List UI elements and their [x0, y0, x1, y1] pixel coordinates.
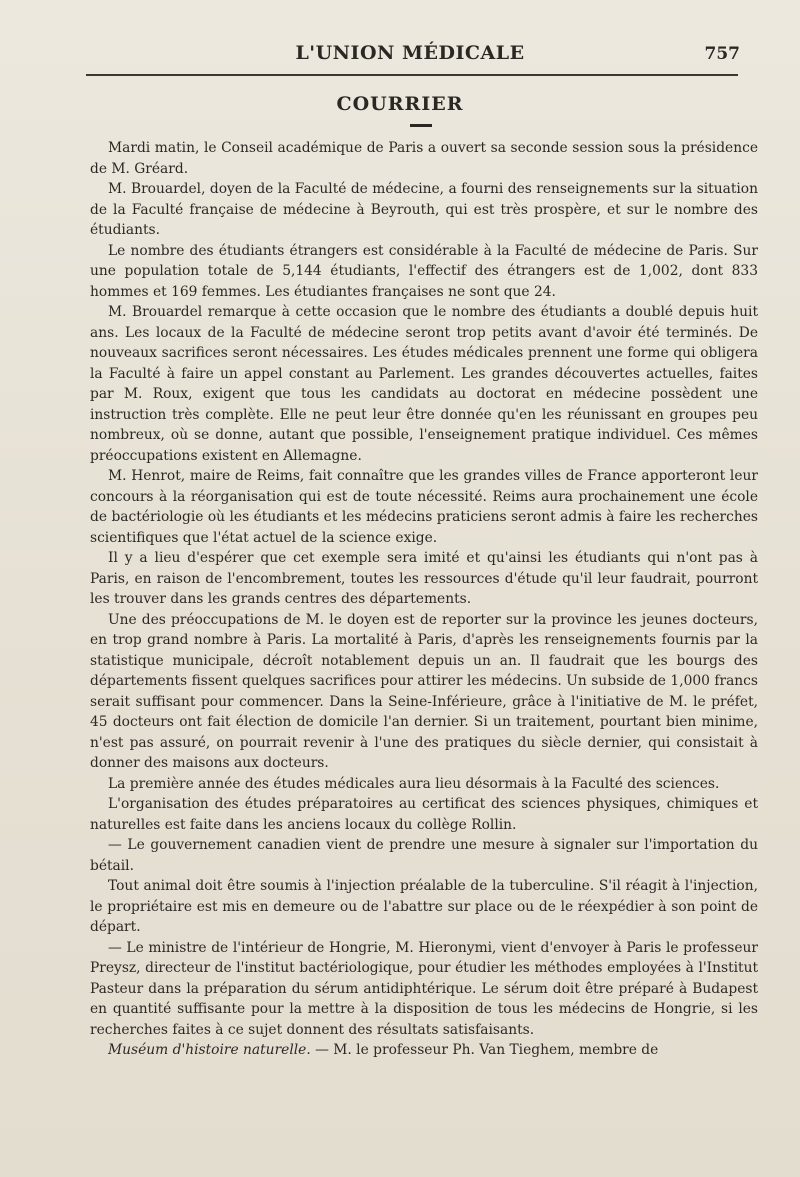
paragraph: Une des préoccupations de M. le doyen est de reporter sur la province les jeunes docteurs, en trop grand nombre à Paris. La mortalité à Paris, d'après les renseignements fournis par la statistique municipale, décroît notablement depuis un an. Il faudrait que les bourgs des départements fissent quelques sacrifices pour attirer les médecins. Un subside de 1,000 francs serait suffisant pour commencer. Dans la Seine-Inférieure, grâce à l'initiative de M. le préfet, 45 docteurs ont fait élection de domicile l'an dernier. Si un traitement, pourtant bien minime, n'est pas assuré, on pourrait revenir à l'une des pratiques du siècle dernier, qui consistait à donner des maisons aux docteurs. — [90, 611, 758, 771]
section-divider-mark — [410, 124, 432, 127]
paragraph: M. Brouardel remarque à cette occasion que le nombre des étudiants a doublé depuis huit ans. Les locaux de la Faculté de médecine seront trop petits avant d'avoir été terminés. De nouveaux sacrifices seront nécessaires. Les études médicales prennent une forme qui obligera la Faculté à faire un appel constant au Parlement. Les grandes découvertes actuelles, faites par M. Roux, exigent que tous les candidats au doctorat en médecine possèdent une instruction très complète. Elle ne peut leur être donnée qu'en les réunissant en groupes peu nombreux, où se donne, autant que possible, l'enseignement pratique individuel. Ces mêmes préoccupations existent en Allemagne. — [90, 304, 758, 464]
journal-title: L'UNION MÉDICALE — [295, 42, 525, 64]
paragraph: M. Henrot, maire de Reims, fait connaître que les grandes villes de France apporteront leur concours à la réorganisation qui est de toute nécessité. Reims aura prochainement une école de bactériologie où les étudiants et les médecins praticiens seront admis à faire les recherches scientifiques que l'état actuel de la science exige. — [90, 468, 758, 546]
paragraph: La première année des études médicales aura lieu désormais à la Faculté des sciences. — [108, 775, 720, 792]
paragraph: L'organisation des études préparatoires au certificat des sciences physiques, chimiques et naturelles est faite dans les anciens locaux du collège Rollin. — [90, 796, 758, 833]
page-header — [80, 42, 740, 72]
paragraph: — Le ministre de l'intérieur de Hongrie, M. Hieronymi, vient d'envoyer à Paris le professeur Preysz, directeur de l'institut bactériologique, pour étudier les méthodes employées à l'Institut Pasteur dans la préparation du sérum antidiphtérique. Le sérum doit être préparé à Budapest en quantité suffisante pour la mettre à la disposition de tous les médecins de Hongrie, si les recherches faites à ce sujet donnent des résultats satisfaisants. — [90, 939, 758, 1038]
paragraph: Le nombre des étudiants étrangers est considérable à la Faculté de médecine de Paris. Sur une population totale de 5,144 étudiants, l'effectif des étrangers est de 1,002, dont 833 hommes et 169 femmes. Les étudiantes françaises ne sont que 24. — [90, 242, 758, 300]
article-body — [90, 138, 758, 1061]
paragraph-lead-italic: Muséum d'histoire naturelle — [108, 1042, 307, 1058]
paragraph: — Le gouvernement canadien vient de prendre une mesure à signaler sur l'importation du bétail. — [90, 837, 758, 874]
paragraph: Il y a lieu d'espérer que cet exemple sera imité et qu'ainsi les étudiants qui n'ont pas à Paris, en raison de l'encombrement, toutes les ressources d'étude qu'il leur faudrait, pourront les trouver dans les grands centres des départements. — [90, 550, 758, 607]
section-title: COURRIER — [336, 93, 464, 115]
paragraph: M. Brouardel, doyen de la Faculté de médecine, a fourni des renseignements sur la situation de la Faculté française de médecine à Beyrouth, qui est très prospère, et sur le nombre des étudiants. — [90, 181, 758, 238]
page-number: 757 — [704, 44, 740, 64]
paragraph-last-text: . — M. le professeur Ph. Van Tieghem, membre de — [306, 1042, 659, 1058]
header-rule — [86, 74, 738, 76]
paragraph-last — [90, 1040, 758, 1061]
paragraph: Mardi matin, le Conseil académique de Paris a ouvert sa seconde session sous la présidence de M. Gréard. — [90, 140, 758, 177]
paragraph: Tout animal doit être soumis à l'injection préalable de la tuberculine. S'il réagit à l'injection, le propriétaire est mis en demeure ou de l'abattre sur place ou de le réexpédier à son point de départ. — [90, 878, 758, 935]
